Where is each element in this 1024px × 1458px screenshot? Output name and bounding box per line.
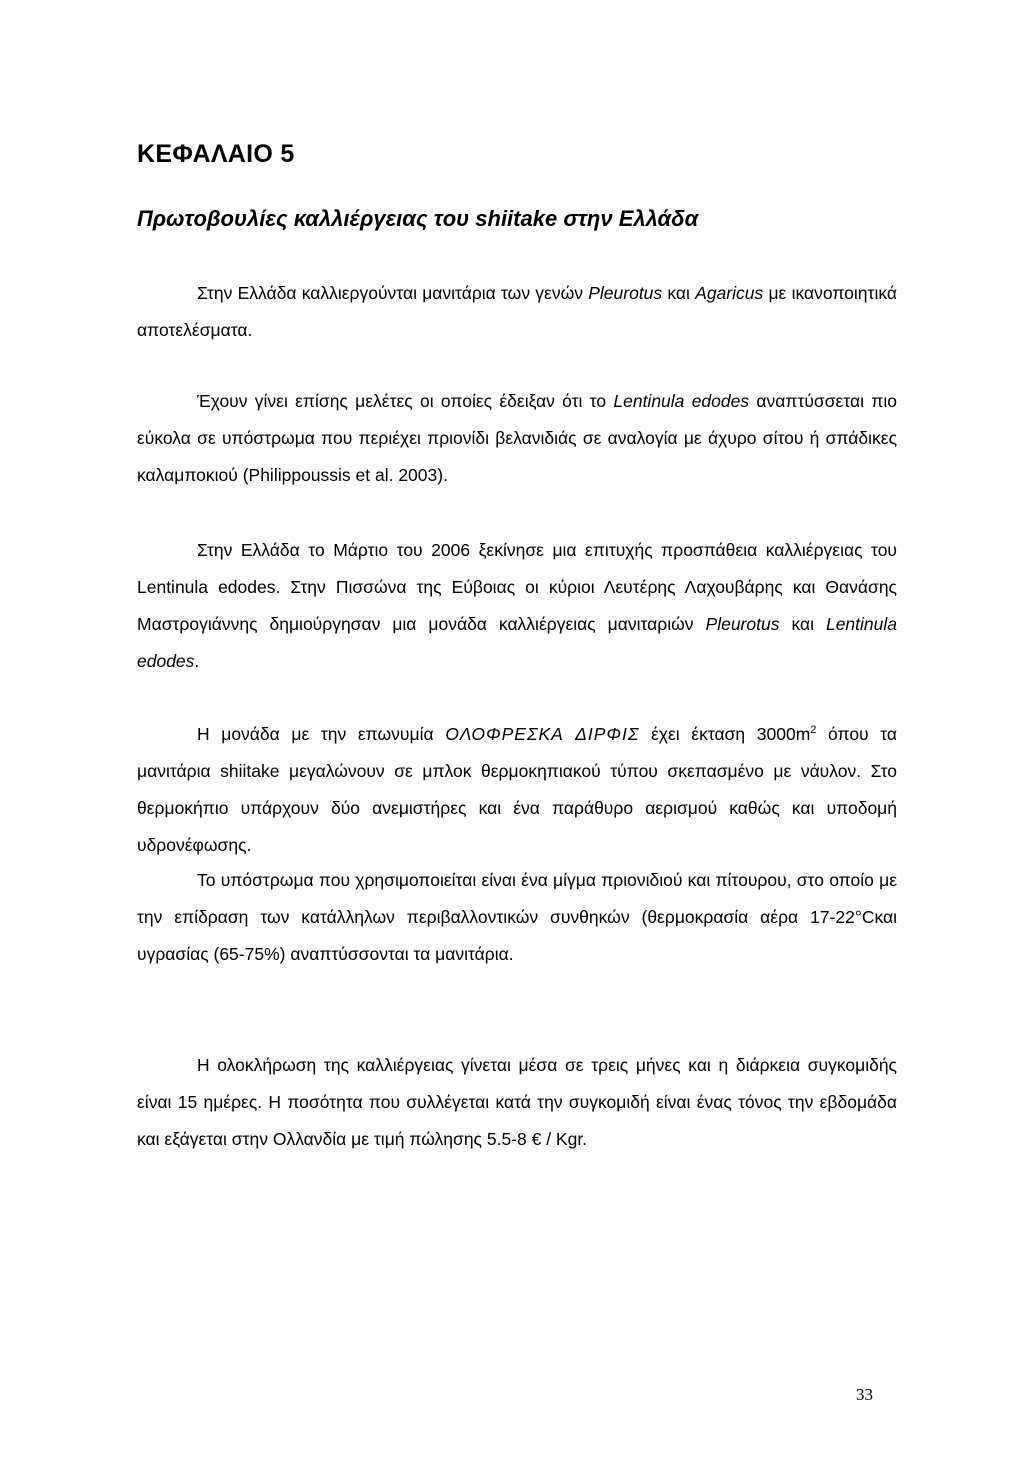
- text: και: [779, 614, 826, 634]
- company-name: ΟΛΟΦΡΕΣΚΑ ΔΙΡΦΙΣ: [445, 724, 640, 744]
- text: Έχουν γίνει επίσης μελέτες οι οποίες έδειξαν ότι το: [197, 391, 614, 411]
- text: Στην Ελλάδα το Μάρτιο του 2006 ξεκίνησε μια επιτυχής προσπάθεια καλλιέργειας του Lentinula edodes. Στην Πισσώνα της Εύβοιας οι κύριοι Λευτέρης Λαχουβάρης και Θανάσης Μαστρογιάννης δημιούργησαν μια μονάδα καλλιέργειας μανιταριών: [137, 540, 897, 634]
- paragraph-1: [137, 275, 897, 349]
- chapter-heading: ΚΕΦΑΛΑΙΟ 5: [137, 140, 295, 168]
- text: με ικανοποιητικά αποτελέσματα.: [137, 283, 897, 340]
- paragraph-2: [137, 383, 897, 494]
- text: αναπτύσσεται πιο εύκολα σε υπόστρωμα που περιέχει πριονίδι βελανιδιάς σε αναλογία με άχυρο σίτου ή σπάδικες καλαμποκιού (Philippoussis et al. 2003).: [137, 391, 897, 485]
- paragraph-3: [137, 532, 897, 680]
- species-name: Agaricus: [695, 283, 764, 303]
- species-name: Pleurotus: [588, 283, 663, 303]
- species-name: Lentinula edodes: [137, 614, 898, 671]
- text: Στην Ελλάδα καλλιεργούνται μανιτάρια των γενών: [197, 283, 589, 303]
- section-subtitle: Πρωτοβουλίες καλλιέργειας του shiitake στην Ελλάδα: [137, 206, 699, 231]
- paragraph-6: Η ολοκλήρωση της καλλιέργειας γίνεται μέσα σε τρεις μήνες και η διάρκεια συγκομιδής είναι 15 ημέρες. Η ποσότητα που συλλέγεται κατά την συγκομιδή είναι ένας τόνος την εβδομάδα και εξάγεται στην Ολλανδία με τιμή πώλησης 5.5-8 € / Kgr.: [137, 1055, 897, 1149]
- superscript: 2: [810, 724, 817, 737]
- paragraph-5: Το υπόστρωμα που χρησιμοποιείται είναι ένα μίγμα πριονιδιού και πίτουρου, στο οποίο με την επίδραση των κατάλληλων περιβαλλοντικών συνθηκών (θερμοκρασία αέρα 17-22°Cκαι υγρασίας (65-75%) αναπτύσσονται τα μανιτάρια.: [137, 870, 897, 964]
- species-name: Pleurotus: [705, 614, 780, 634]
- text: όπου τα μανιτάρια shiitake μεγαλώνουν σε μπλοκ θερμοκηπιακού τύπου σκεπασμένο με νάυλον. Στο θερμοκήπιο υπάρχουν δύο ανεμιστήρες και ένα παράθυρο αερισμού καθώς και υποδομή υδρονέφωσης.: [137, 724, 898, 855]
- text: έχει έκταση 3000m: [639, 724, 811, 744]
- page-number: 33: [856, 1385, 873, 1404]
- text: και: [662, 283, 696, 303]
- paragraph-4: [137, 716, 897, 864]
- species-name: Lentinula edodes: [613, 391, 750, 411]
- text: .: [194, 651, 200, 671]
- text: Η μονάδα με την επωνυμία: [197, 724, 446, 744]
